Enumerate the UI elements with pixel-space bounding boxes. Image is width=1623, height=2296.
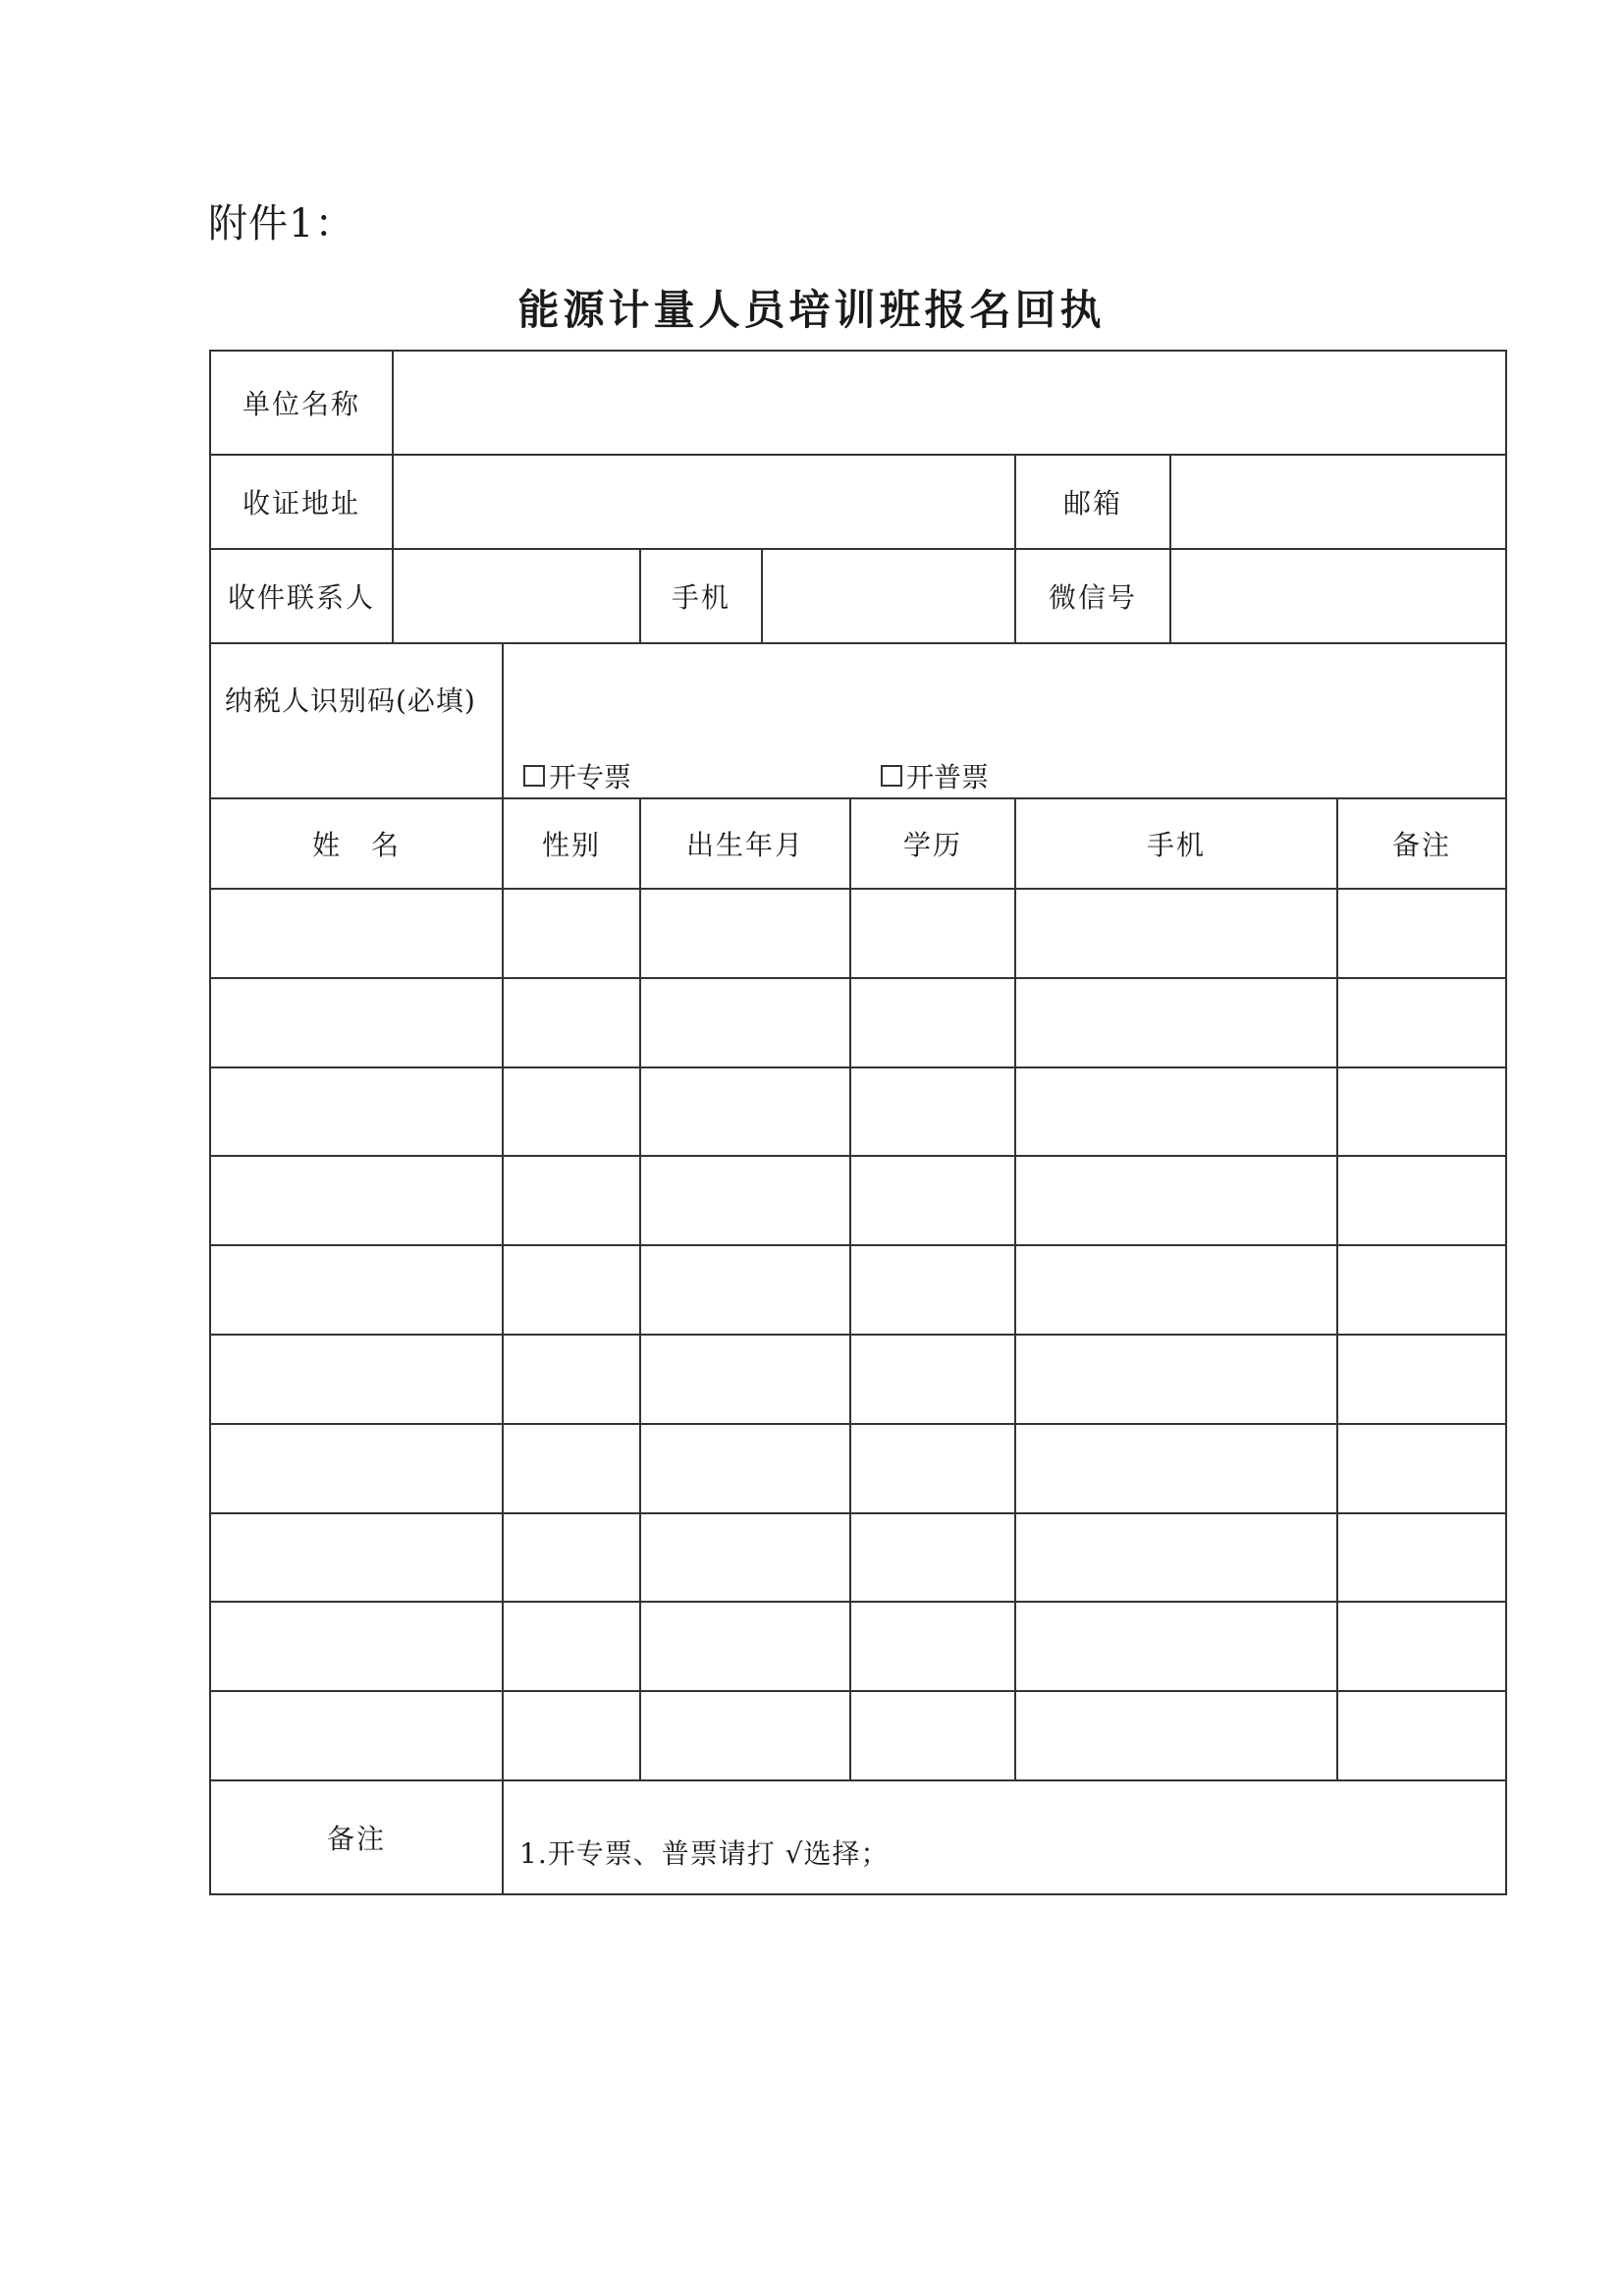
col-header-name: 姓 名 bbox=[211, 799, 504, 890]
unit-name-input[interactable] bbox=[394, 352, 1505, 456]
participant-name-cell[interactable] bbox=[211, 890, 504, 979]
participant-education-cell[interactable] bbox=[851, 1068, 1016, 1158]
participant-remark-cell[interactable] bbox=[1338, 1425, 1505, 1514]
participant-mobile-cell[interactable] bbox=[1016, 1246, 1338, 1336]
special-invoice-checkbox[interactable] bbox=[523, 765, 545, 787]
participant-remark-cell[interactable] bbox=[1338, 1246, 1505, 1336]
participant-education-cell[interactable] bbox=[851, 1425, 1016, 1514]
participant-name-cell[interactable] bbox=[211, 1068, 504, 1158]
participant-gender-cell[interactable] bbox=[504, 1246, 641, 1336]
participant-mobile-cell[interactable] bbox=[1016, 1692, 1338, 1781]
participant-education-cell[interactable] bbox=[851, 1157, 1016, 1246]
participant-name-cell[interactable] bbox=[211, 1692, 504, 1781]
participant-mobile-cell[interactable] bbox=[1016, 890, 1338, 979]
participant-remark-cell[interactable] bbox=[1338, 979, 1505, 1068]
participant-remark-cell[interactable] bbox=[1338, 1514, 1505, 1604]
remarks-text: 1.开专票、普票请打 √选择； bbox=[519, 1837, 890, 1870]
participant-birth-date-cell[interactable] bbox=[641, 890, 851, 979]
wechat-input[interactable] bbox=[1171, 550, 1505, 644]
participant-name-cell[interactable] bbox=[211, 979, 504, 1068]
participant-gender-cell[interactable] bbox=[504, 1425, 641, 1514]
participant-mobile-cell[interactable] bbox=[1016, 1157, 1338, 1246]
participant-education-cell[interactable] bbox=[851, 1692, 1016, 1781]
participant-mobile-cell[interactable] bbox=[1016, 1425, 1338, 1514]
special-invoice-option[interactable] bbox=[523, 756, 631, 795]
participant-mobile-cell[interactable] bbox=[1016, 979, 1338, 1068]
participant-birth-date-cell[interactable] bbox=[641, 1692, 851, 1781]
unit-name-label: 单位名称 bbox=[211, 352, 394, 456]
participant-name-cell[interactable] bbox=[211, 1514, 504, 1604]
tax-id-label-cell bbox=[211, 644, 504, 799]
participant-birth-date-cell[interactable] bbox=[641, 979, 851, 1068]
participant-name-cell[interactable] bbox=[211, 1336, 504, 1425]
participant-remark-cell[interactable] bbox=[1338, 1692, 1505, 1781]
participant-education-cell[interactable] bbox=[851, 1336, 1016, 1425]
participant-birth-date-cell[interactable] bbox=[641, 1157, 851, 1246]
participant-remark-cell[interactable] bbox=[1338, 1336, 1505, 1425]
cert-address-input[interactable] bbox=[394, 456, 1016, 550]
participant-birth-date-cell[interactable] bbox=[641, 1425, 851, 1514]
participant-birth-date-cell[interactable] bbox=[641, 1246, 851, 1336]
postcode-label: 邮箱 bbox=[1016, 456, 1171, 550]
participant-education-cell[interactable] bbox=[851, 1603, 1016, 1692]
participant-mobile-cell[interactable] bbox=[1016, 1068, 1338, 1158]
participant-gender-cell[interactable] bbox=[504, 1692, 641, 1781]
participant-education-cell[interactable] bbox=[851, 1246, 1016, 1336]
tax-id-input[interactable] bbox=[504, 644, 1505, 799]
participant-birth-date-cell[interactable] bbox=[641, 1514, 851, 1604]
postcode-input[interactable] bbox=[1171, 456, 1505, 550]
participant-name-cell[interactable] bbox=[211, 1603, 504, 1692]
participant-education-cell[interactable] bbox=[851, 979, 1016, 1068]
form-title: 能源计量人员培训班报名回执 bbox=[517, 286, 1106, 334]
wechat-label: 微信号 bbox=[1016, 550, 1171, 644]
col-header-gender: 性别 bbox=[504, 799, 641, 890]
participant-gender-cell[interactable] bbox=[504, 1336, 641, 1425]
col-header-birth-date: 出生年月 bbox=[641, 799, 851, 890]
normal-invoice-checkbox[interactable] bbox=[881, 765, 902, 787]
participant-gender-cell[interactable] bbox=[504, 1068, 641, 1158]
col-header-mobile: 手机 bbox=[1016, 799, 1338, 890]
participant-birth-date-cell[interactable] bbox=[641, 1068, 851, 1158]
participant-remark-cell[interactable] bbox=[1338, 1068, 1505, 1158]
participant-remark-cell[interactable] bbox=[1338, 1157, 1505, 1246]
participant-gender-cell[interactable] bbox=[504, 979, 641, 1068]
attachment-label: 附件1： bbox=[208, 201, 355, 246]
participant-mobile-cell[interactable] bbox=[1016, 1514, 1338, 1604]
col-header-education: 学历 bbox=[851, 799, 1016, 890]
cert-address-label: 收证地址 bbox=[211, 456, 394, 550]
special-invoice-label: 开专票 bbox=[549, 761, 632, 793]
registration-form-table bbox=[209, 350, 1507, 1895]
remarks-cell bbox=[504, 1781, 1505, 1893]
participant-mobile-cell[interactable] bbox=[1016, 1336, 1338, 1425]
remarks-label: 备注 bbox=[211, 1781, 504, 1893]
participant-birth-date-cell[interactable] bbox=[641, 1603, 851, 1692]
contact-person-label: 收件联系人 bbox=[211, 550, 394, 644]
contact-person-input[interactable] bbox=[394, 550, 641, 644]
participant-remark-cell[interactable] bbox=[1338, 890, 1505, 979]
col-header-remark: 备注 bbox=[1338, 799, 1505, 890]
normal-invoice-option[interactable] bbox=[881, 756, 989, 795]
participant-education-cell[interactable] bbox=[851, 890, 1016, 979]
participant-name-cell[interactable] bbox=[211, 1425, 504, 1514]
participant-mobile-cell[interactable] bbox=[1016, 1603, 1338, 1692]
participant-gender-cell[interactable] bbox=[504, 890, 641, 979]
participant-remark-cell[interactable] bbox=[1338, 1603, 1505, 1692]
participant-gender-cell[interactable] bbox=[504, 1514, 641, 1604]
participant-gender-cell[interactable] bbox=[504, 1157, 641, 1246]
tax-id-label: 纳税人识别码(必填) bbox=[225, 684, 476, 717]
participant-birth-date-cell[interactable] bbox=[641, 1336, 851, 1425]
participant-name-cell[interactable] bbox=[211, 1246, 504, 1336]
mobile-label: 手机 bbox=[641, 550, 763, 644]
participant-gender-cell[interactable] bbox=[504, 1603, 641, 1692]
participant-name-cell[interactable] bbox=[211, 1157, 504, 1246]
mobile-input[interactable] bbox=[763, 550, 1016, 644]
normal-invoice-label: 开普票 bbox=[906, 761, 990, 793]
participant-education-cell[interactable] bbox=[851, 1514, 1016, 1604]
